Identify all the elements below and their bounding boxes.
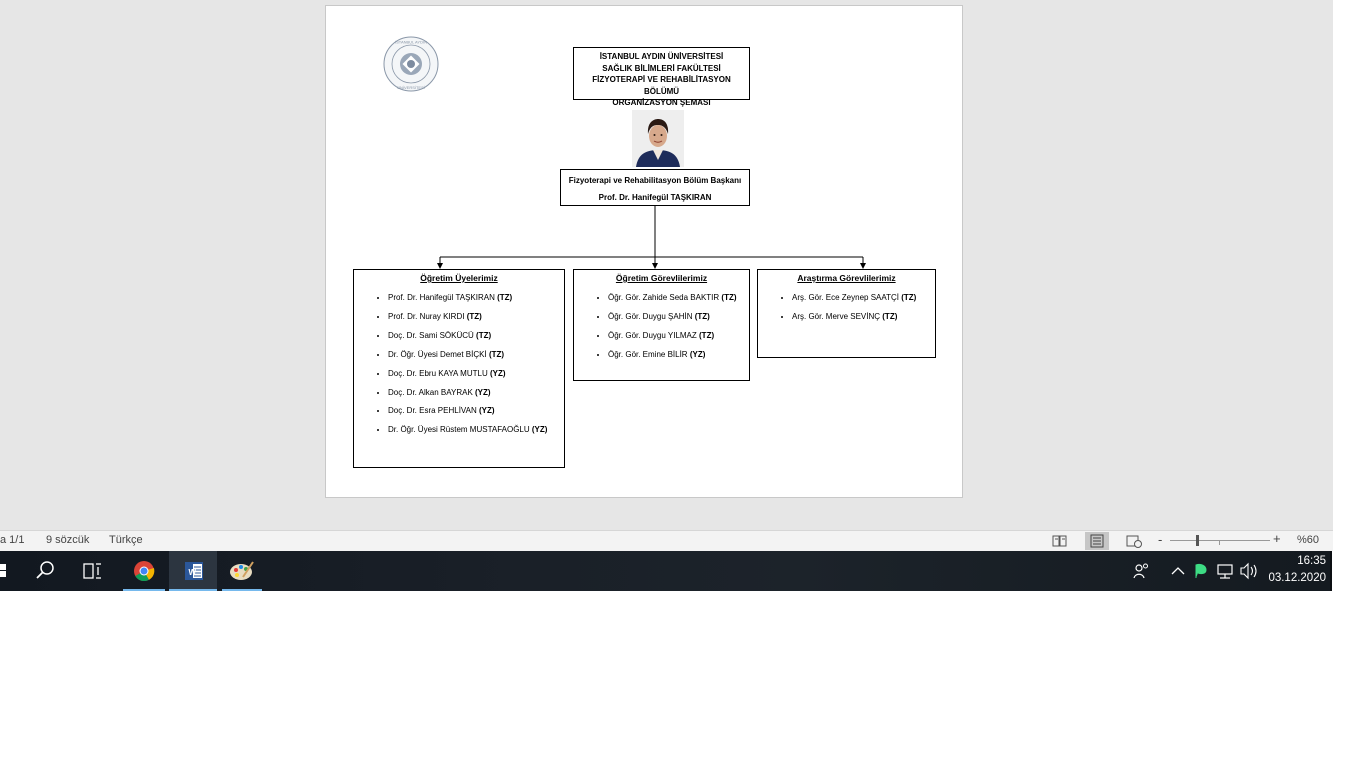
- svg-text:ÜNİVERSİTESİ: ÜNİVERSİTESİ: [397, 85, 425, 90]
- head-name: Prof. Dr. Hanifegül TAŞKIRAN: [598, 193, 712, 202]
- column-title: Araştırma Görevlilerimiz: [797, 273, 896, 283]
- print-layout-icon: [1085, 532, 1109, 550]
- search-icon: [25, 551, 65, 591]
- member-list: [574, 289, 749, 365]
- list-item: • Öğr. Gör. Duygu YILMAZ (TZ): [608, 327, 749, 346]
- org-connectors: [326, 6, 962, 276]
- print-layout-button[interactable]: [1085, 532, 1109, 550]
- list-item: • Doç. Dr. Esra PEHLİVAN (YZ): [388, 402, 564, 421]
- app-tray-icon: [1192, 551, 1210, 591]
- zoom-slider-thumb[interactable]: [1196, 535, 1199, 546]
- people-icon: [1130, 551, 1152, 591]
- list-item: • Dr. Öğr. Üyesi Demet BİÇKİ (TZ): [388, 346, 564, 365]
- people-button[interactable]: [1130, 551, 1152, 591]
- member-list: [758, 289, 935, 327]
- faculty-members-box[interactable]: [353, 269, 565, 468]
- title-line: FİZYOTERAPİ VE REHABİLİTASYON BÖLÜMÜ: [592, 75, 731, 96]
- zoom-level[interactable]: %60: [1297, 534, 1320, 546]
- windows-taskbar: [0, 551, 1330, 591]
- task-view-button[interactable]: [72, 551, 112, 591]
- word-taskbar-button[interactable]: [169, 551, 217, 591]
- vertical-scrollbar[interactable]: [1333, 0, 1360, 530]
- volume-button[interactable]: [1238, 551, 1260, 591]
- paint-icon: [222, 551, 262, 591]
- document-page[interactable]: [325, 5, 963, 498]
- list-item: • Doç. Dr. Sami SÖKÜCÜ (TZ): [388, 327, 564, 346]
- list-item: • Öğr. Gör. Emine BİLİR (YZ): [608, 346, 749, 365]
- svg-text:İSTANBUL AYDIN: İSTANBUL AYDIN: [395, 39, 427, 45]
- tray-app-button[interactable]: [1192, 551, 1210, 591]
- list-item: • Doç. Dr. Ebru KAYA MUTLU (YZ): [388, 365, 564, 384]
- zoom-control: [1158, 531, 1333, 551]
- show-desktop-button[interactable]: [1330, 551, 1332, 591]
- language-indicator[interactable]: Türkçe: [109, 534, 143, 546]
- list-item: • Prof. Dr. Hanifegül TAŞKIRAN (TZ): [388, 289, 564, 308]
- search-button[interactable]: [25, 551, 65, 591]
- list-item: • Doç. Dr. Alkan BAYRAK (YZ): [388, 384, 564, 403]
- member-list: [354, 289, 564, 440]
- chrome-taskbar-button[interactable]: [123, 551, 165, 591]
- web-layout-button[interactable]: [1122, 532, 1146, 550]
- taskbar-clock[interactable]: [1262, 553, 1326, 587]
- list-item: • Prof. Dr. Nuray KIRDI (TZ): [388, 308, 564, 327]
- head-role: Fizyoterapi ve Rehabilitasyon Bölüm Başkanı: [568, 176, 742, 185]
- clock-time: 16:35: [1297, 555, 1326, 567]
- chevron-up-icon: [1168, 551, 1188, 591]
- lecturers-box[interactable]: [573, 269, 750, 381]
- svg-text:W: W: [188, 568, 197, 577]
- page-count[interactable]: a 1/1: [0, 534, 25, 546]
- column-title: Öğretim Görevlilerimiz: [615, 273, 708, 283]
- list-item: • Öğr. Gör. Zahide Seda BAKTIR (TZ): [608, 289, 749, 308]
- network-button[interactable]: [1214, 551, 1236, 591]
- research-assistants-box[interactable]: [757, 269, 936, 358]
- show-hidden-icons-button[interactable]: [1168, 551, 1188, 591]
- start-button[interactable]: [0, 551, 14, 591]
- network-icon: [1214, 551, 1236, 591]
- zoom-in-button[interactable]: +: [1273, 531, 1281, 546]
- clock-date: 03.12.2020: [1268, 572, 1326, 584]
- title-line: İSTANBUL AYDIN ÜNİVERSİTESİ: [599, 52, 724, 61]
- word-count[interactable]: 9 sözcük: [46, 534, 90, 546]
- chrome-icon: [123, 551, 165, 591]
- word-status-bar: [0, 530, 1333, 551]
- zoom-slider-midpoint: [1219, 540, 1220, 545]
- paint-taskbar-button[interactable]: [222, 551, 262, 591]
- read-mode-icon: [1048, 532, 1072, 550]
- zoom-slider-track[interactable]: [1170, 540, 1270, 541]
- list-item: • Öğr. Gör. Duygu ŞAHİN (TZ): [608, 308, 749, 327]
- volume-icon: [1238, 551, 1260, 591]
- list-item: • Arş. Gör. Merve SEVİNÇ (TZ): [792, 308, 935, 327]
- list-item: • Dr. Öğr. Üyesi Rüstem MUSTAFAOĞLU (YZ): [388, 421, 564, 440]
- column-title: Öğretim Üyelerimiz: [420, 273, 498, 283]
- title-line: ORGANİZASYON ŞEMASI: [612, 98, 711, 107]
- web-layout-icon: [1122, 532, 1146, 550]
- word-icon: [169, 551, 217, 591]
- title-line: SAĞLIK BİLİMLERİ FAKÜLTESİ: [602, 63, 721, 73]
- list-item: • Arş. Gör. Ece Zeynep SAATÇİ (TZ): [792, 289, 935, 308]
- read-mode-button[interactable]: [1048, 532, 1072, 550]
- task-view-icon: [72, 551, 112, 591]
- start-icon: [0, 551, 14, 591]
- zoom-out-button[interactable]: -: [1158, 532, 1163, 547]
